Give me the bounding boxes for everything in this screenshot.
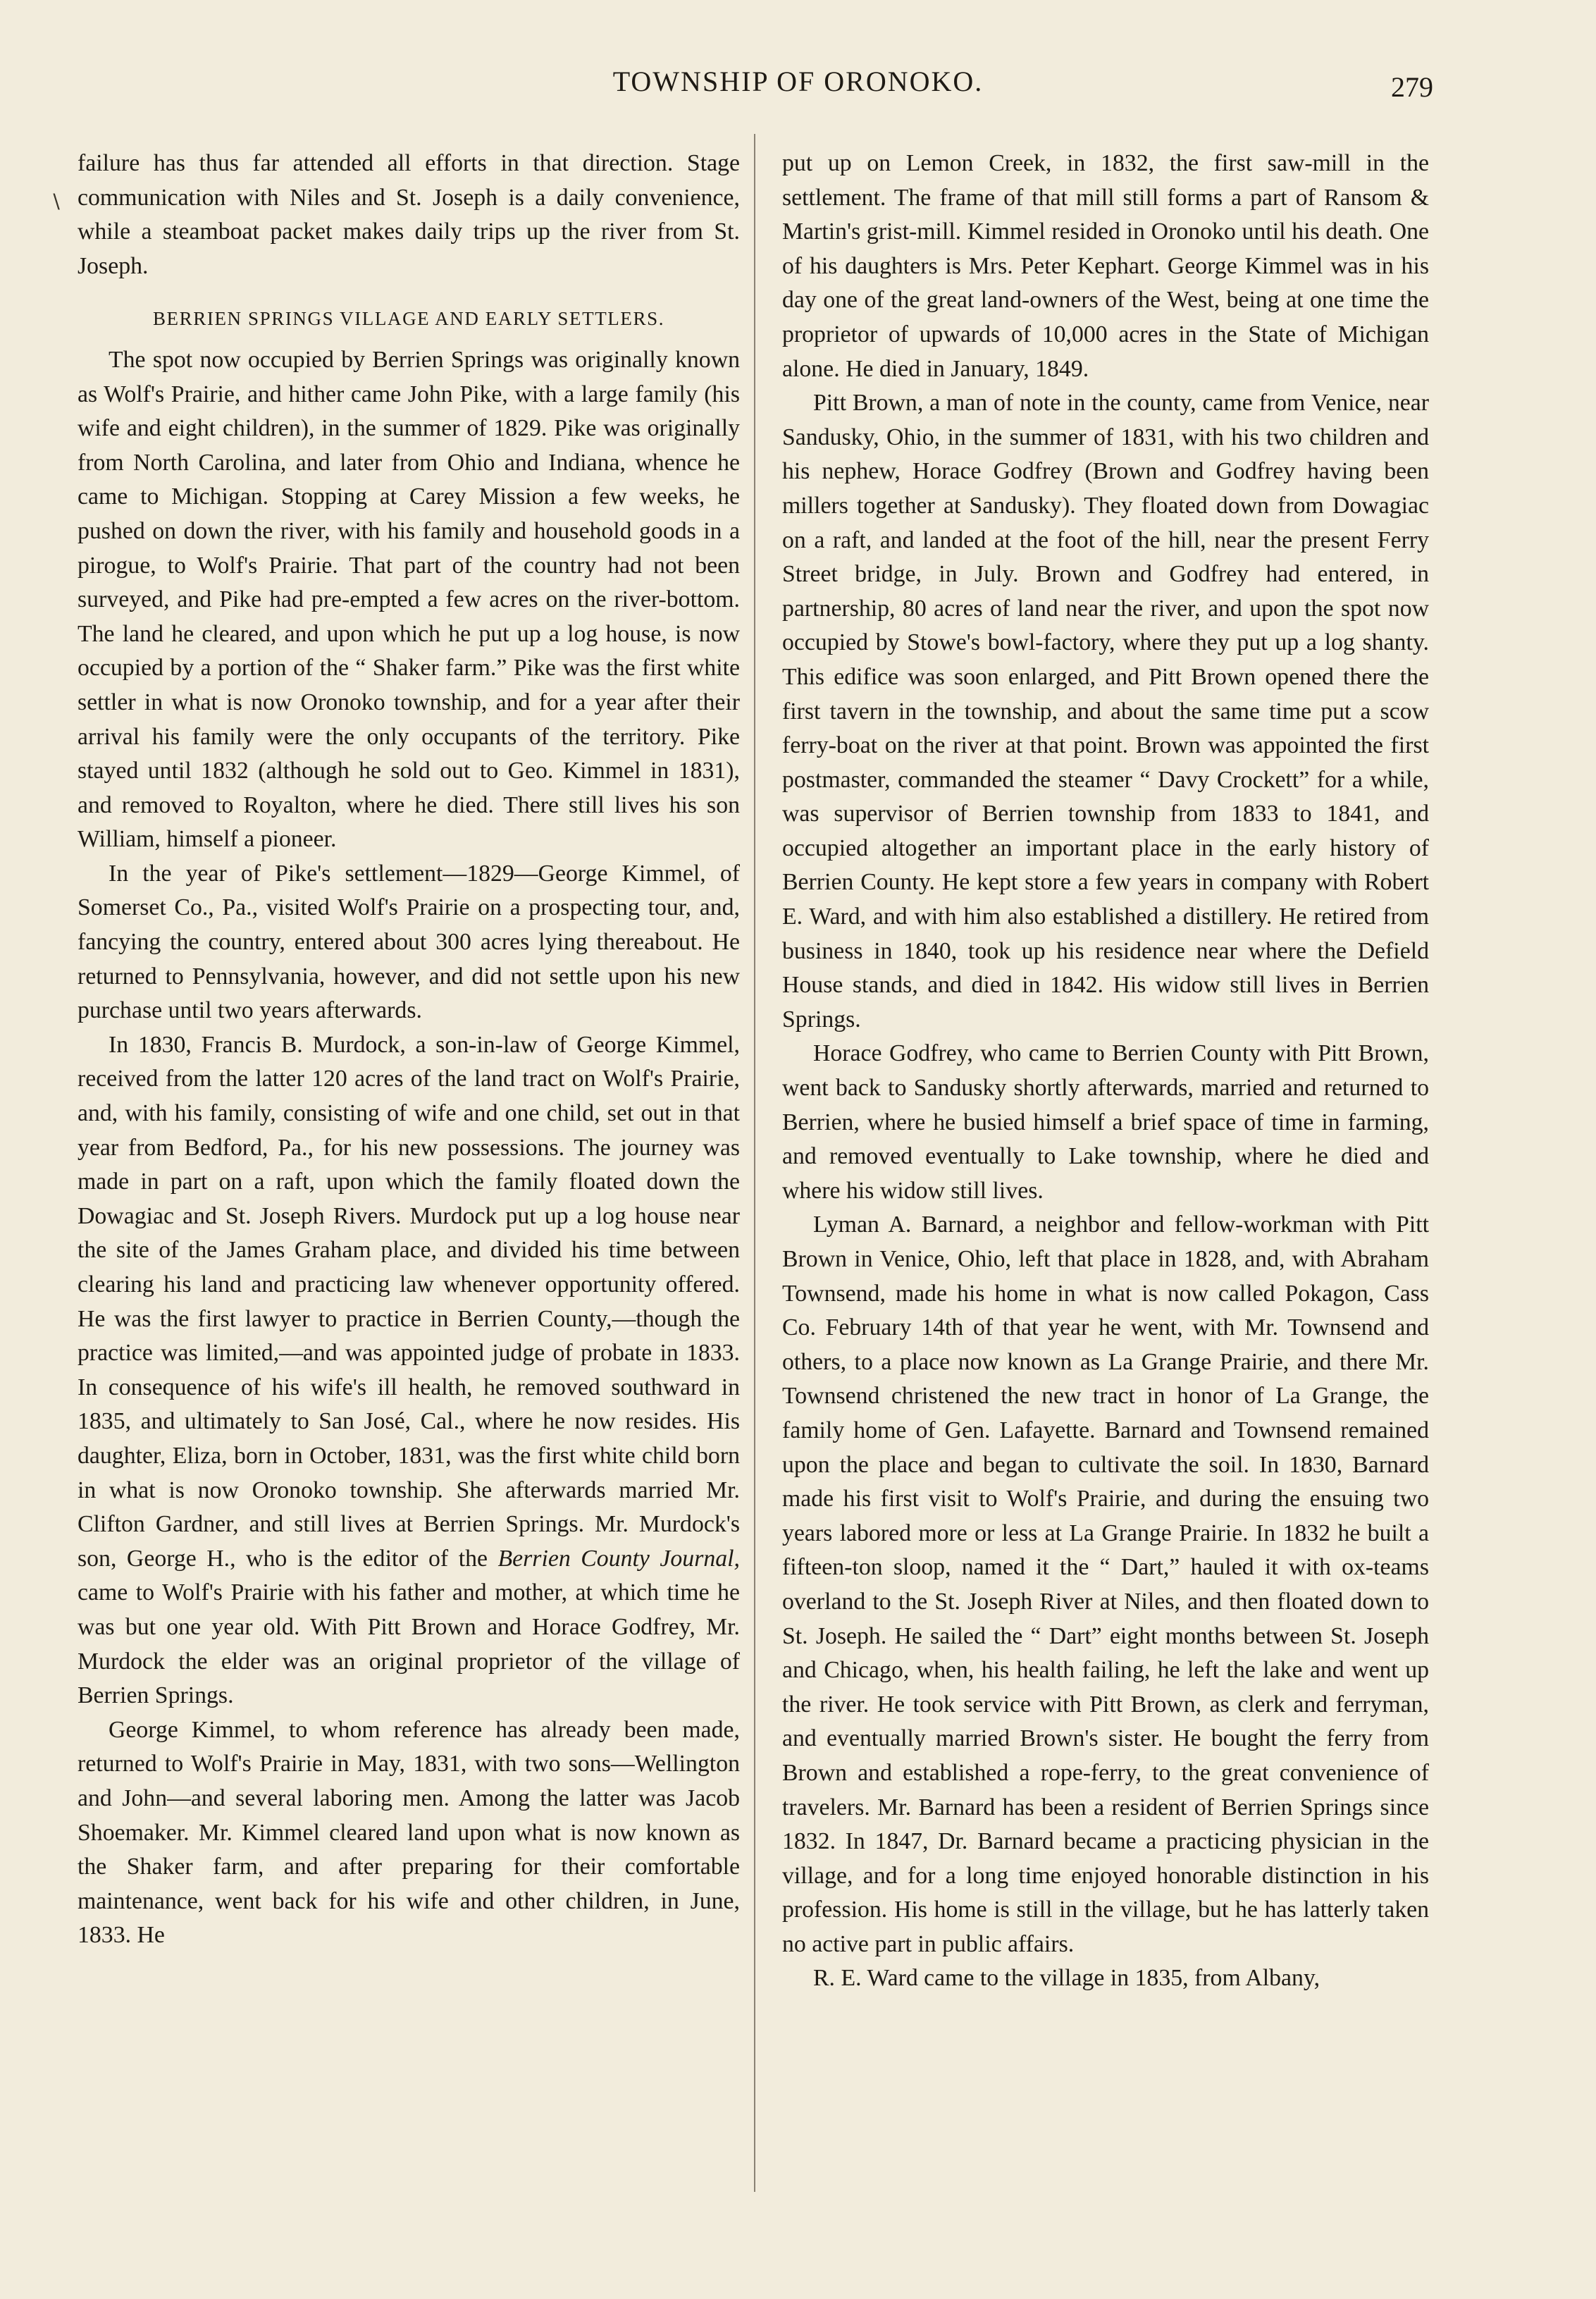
paragraph-kimmel-prospect: In the year of Pike's settlement—1829—George Kimmel, of Somerset Co., Pa., visited Wolf's Prairie on a prospecting tour, and, fancying the country, entered about 300 acres lying thereabout. He returned to Pennsylvania, however, and did not settle upon his new purchase until two years afterwards. — [78, 860, 740, 1024]
paragraph-pike: The spot now occupied by Berrien Springs was originally known as Wolf's Prairie, and hither came John Pike, with a large family (his wife and eight children), in the summer of 1829. Pike was originally from North Carolina, and later from Ohio and Indiana, whence he came to Michigan. Stopping at Carey Mission a few weeks, he pushed on down the river, with his family and household goods in a pirogue, to Wolf's Prairie. That part of the country had not been surveyed, and Pike had pre-empted a few acres on the river-bottom. The land he cleared, and upon which he put up a log house, is now occupied by a portion of the “ Shaker farm.” Pike was the first white settler in what is now Oronoko township, and for a year after their arrival his family were the only occupants of the territory. Pike stayed until 1832 (although he sold out to Geo. Kimmel in 1831), and removed to Royalton, where he died. There still lives his son William, himself a pioneer. — [78, 346, 740, 853]
paragraph-godfrey: Horace Godfrey, who came to Berrien County with Pitt Brown, went back to Sandusky shortly afterwards, married and returned to Berrien, where he busied himself a brief space of time in farming, and removed eventually to Lake township, where he died and where his widow still lives. — [782, 1040, 1429, 1204]
newspaper-title: Berrien County Journal, — [497, 1545, 740, 1572]
paragraph-continuation: failure has thus far attended all efforts in that direction. Stage communication with Niles and St. Joseph is a daily convenience, while a steamboat packet makes daily trips up the river from St. Joseph. — [78, 150, 740, 279]
paragraph-murdock — [78, 1028, 740, 1713]
paragraph-pitt-brown: Pitt Brown, a man of note in the county, came from Venice, near Sandusky, Ohio, in the summer of 1831, with his two children and his nephew, Horace Godfrey (Brown and Godfrey having been millers together at Sandusky). They floated down from Dowagiac on a raft, and landed at the foot of the hill, near the present Ferry Street bridge, in July. Brown and Godfrey had entered, in partnership, 80 acres of land near the river, and upon the spot now occupied by Stowe's bowl-factory, where they put up a log shanty. This edifice was soon enlarged, and Pitt Brown opened there the first tavern in the township, and about the same time put a scow ferry-boat on the river at that point. Brown was appointed the first postmaster, commanded the steamer “ Davy Crockett” for a while, was supervisor of Berrien township from 1833 to 1841, and occupied altogether an important place in the early history of Berrien County. He kept store a few years in company with Robert E. Ward, and with him also established a distillery. He retired from business in 1840, took up his residence near where the Defield House stands, and died in 1842. His widow still lives in Berrien Springs. — [782, 390, 1429, 1033]
paragraph-murdock-text: In 1830, Francis B. Murdock, a son-in-law of George Kimmel, received from the latter 120 acres of the land tract on Wolf's Prairie, and, with his family, consisting of wife and one child, set out in that year from Bedford, Pa., for his new possessions. The journey was made in part on a raft, upon which the family floated down the Dowagiac and St. Joseph Rivers. Murdock put up a log house near the site of the James Graham place, and divided his time between clearing his land and practicing law whenever opportunity offered. He was the first lawyer to practice in Berrien County,—though the practice was limited,—and was appointed judge of probate in 1833. In consequence of his wife's ill health, he removed southward in 1835, and ultimately to San José, Cal., where he now resides. His daughter, Eliza, born in October, 1831, was the first white child born in what is now Oronoko township. She afterwards married Mr. Clifton Gardner, and still lives at Berrien Springs. Mr. Murdock's son, George H., who is the editor of the — [78, 1031, 740, 1572]
running-title: TOWNSHIP OF ORONOKO. — [612, 66, 984, 97]
paragraph-barnard: Lyman A. Barnard, a neighbor and fellow-workman with Pitt Brown in Venice, Ohio, left that place in 1828, and, with Abraham Townsend, made his home in what is now called Pokagon, Cass Co. February 14th of that year he went, with Mr. Townsend and others, to a place now known as La Grange Prairie, and there Mr. Townsend christened the new tract in honor of La Grange, the family home of Gen. Lafayette. Barnard and Townsend remained upon the place and began to cultivate the soil. In 1830, Barnard made his first visit to Wolf's Prairie, and during the ensuing two years labored more or less at La Grange Prairie. In 1832 he built a fifteen-ton sloop, named it the “ Dart,” hauled it with ox-teams overland to the St. Joseph River at Niles, and then floated down to St. Joseph. He sailed the “ Dart” eight months between St. Joseph and Chicago, when, his health failing, he left the lake and went up the river. He took service with Pitt Brown, as clerk and ferryman, and eventually married Brown's sister. He bought the ferry from Brown and established a rope-ferry, to the great convenience of travelers. Mr. Barnard has been a resident of Berrien Springs since 1832. In 1847, Dr. Barnard became a practicing physician in the village, and for a long time enjoyed honorable distinction in his profession. His home is still in the village, but he has latterly taken no active part in public affairs. — [782, 1212, 1429, 1957]
paragraph-saw-mill: put up on Lemon Creek, in 1832, the first saw-mill in the settlement. The frame of that mill still forms a part of Ransom & Martin's grist-mill. Kimmel resided in Oronoko until his death. One of his daughters is Mrs. Peter Kephart. George Kimmel was in his day one of the great land-owners of the West, being at one time the proprietor of upwards of 10,000 acres in the State of Michigan alone. He died in January, 1849. — [782, 150, 1429, 382]
paragraph-murdock-tail: came to Wolf's Prairie with his father and mother, at which time he was but one year old. With Pitt Brown and Horace Godfrey, Mr. Murdock the elder was an original proprietor of the village of Berrien Springs. — [78, 1579, 740, 1709]
column-divider — [754, 134, 755, 2192]
right-column — [782, 147, 1429, 1996]
paragraph-kimmel-return: George Kimmel, to whom reference has already been made, returned to Wolf's Prairie in May, 1831, with two sons—Wellington and John—and several laboring men. Among the latter was Jacob Shoemaker. Mr. Kimmel cleared land upon what is now known as the Shaker farm, and after preparing for their comfortable maintenance, went back for his wife and other children, in June, 1833. He — [78, 1716, 740, 1949]
page-number: 279 — [1391, 71, 1433, 103]
left-column — [78, 147, 740, 1953]
section-heading: BERRIEN SPRINGS VILLAGE AND EARLY SETTLERS. — [152, 308, 665, 330]
paragraph-ward: R. E. Ward came to the village in 1835, from Albany, — [813, 1965, 1320, 1992]
margin-mark-icon: ∖ — [49, 192, 62, 214]
